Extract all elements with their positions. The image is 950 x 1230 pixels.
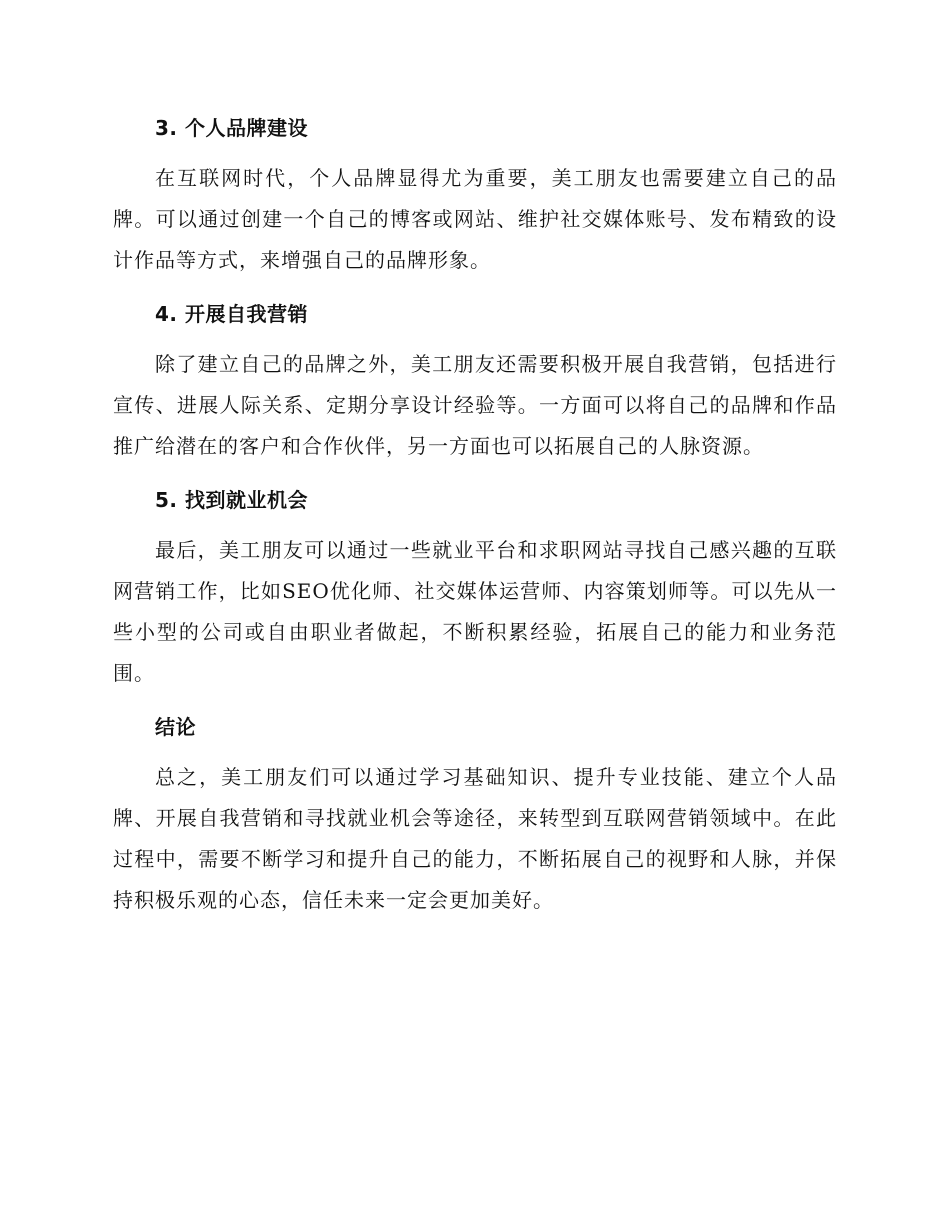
section-find-jobs — [113, 480, 837, 694]
section-heading: 3. 个人品牌建设 — [155, 116, 308, 140]
section-heading: 4. 开展自我营销 — [155, 302, 308, 326]
section-paragraph: 在互联网时代，个人品牌显得尤为重要，美工朋友也需要建立自己的品牌。可以通过创建一个自己的博客或网站、维护社交媒体账号、发布精致的设计作品等方式，来增强自己的品牌形象。 — [113, 166, 837, 272]
section-self-marketing — [113, 294, 837, 467]
section-conclusion — [113, 707, 837, 921]
section-paragraph: 最后，美工朋友可以通过一些就业平台和求职网站寻找自己感兴趣的互联网营销工作，比如SEO优化师、社交媒体运营师、内容策划师等。可以先从一些小型的公司或自由职业者做起，不断积累经验，拓展自己的能力和业务范围。 — [113, 538, 837, 685]
section-personal-brand — [113, 108, 837, 281]
document-page — [113, 108, 837, 934]
section-heading: 5. 找到就业机会 — [155, 488, 308, 512]
section-paragraph: 除了建立自己的品牌之外，美工朋友还需要积极开展自我营销，包括进行宣传、进展人际关系、定期分享设计经验等。一方面可以将自己的品牌和作品推广给潜在的客户和合作伙伴，另一方面也可以拓展自己的人脉资源。 — [113, 352, 837, 458]
section-heading: 结论 — [155, 715, 196, 739]
section-paragraph: 总之，美工朋友们可以通过学习基础知识、提升专业技能、建立个人品牌、开展自我营销和寻找就业机会等途径，来转型到互联网营销领域中。在此过程中，需要不断学习和提升自己的能力，不断拓展自己的视野和人脉，并保持积极乐观的心态，信任未来一定会更加美好。 — [113, 765, 837, 912]
